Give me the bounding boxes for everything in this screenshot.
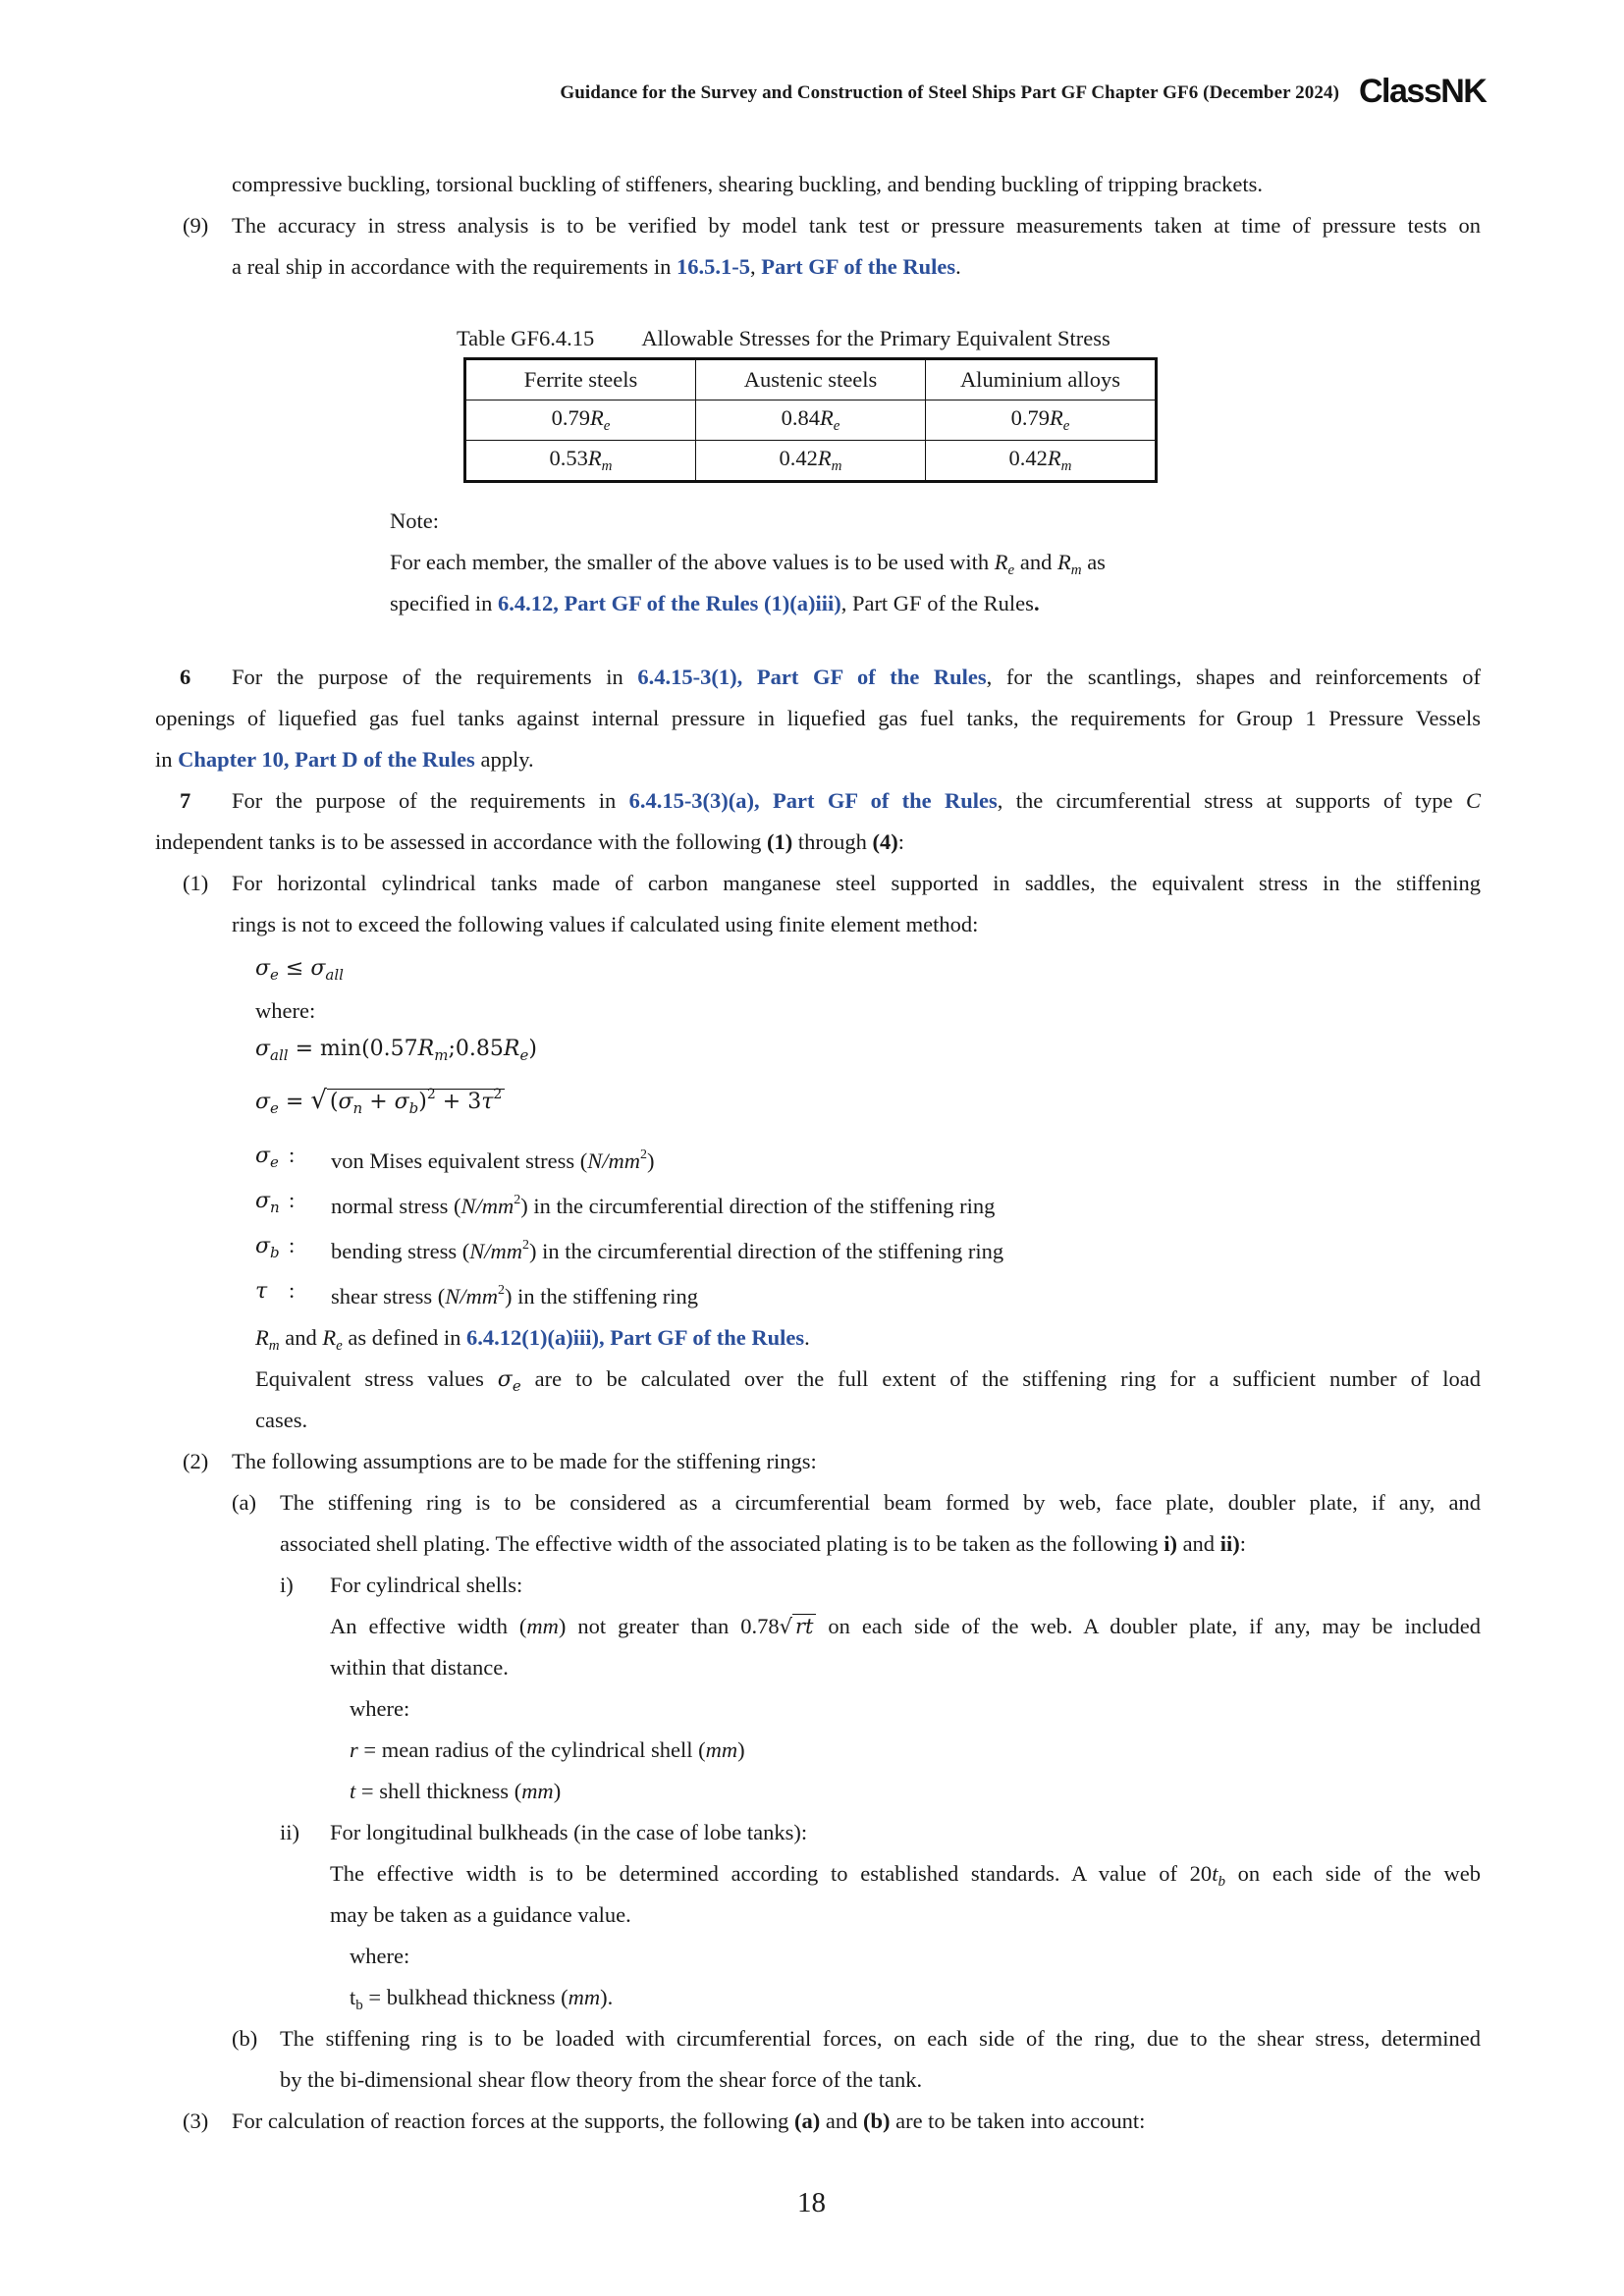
rule-link[interactable]: Part GF of the Rules — [756, 665, 987, 689]
paragraph-line: The stiffening ring is to be loaded with circumferential forces, on each side of the ring, due to the shear stress, determined — [280, 2026, 1481, 2051]
item-number: (a) — [232, 1490, 256, 1515]
paragraph-line: independent tanks is to be assessed in accordance with the following (1) through (4): — [155, 829, 904, 854]
note-line: For each member, the smaller of the above values is to be used with $R_e$ and $R_m$ as — [390, 550, 1106, 578]
paragraph-line: $R_m$ and $R_e$ as defined in 6.4.12(1)(a)iii), Part GF of the Rules. — [255, 1325, 810, 1354]
item-number: (3) — [183, 2109, 209, 2133]
table-cell: $0.79R_e$ — [926, 400, 1157, 441]
paragraph-line: For cylindrical shells: — [330, 1573, 523, 1597]
table-cell: $0.53R_m$ — [465, 441, 696, 482]
table-row — [465, 400, 1157, 441]
rule-link[interactable]: Chapter 10, Part D of the Rules — [178, 747, 475, 772]
rule-link[interactable]: 6.4.12(1)(a)iii) — [465, 1325, 599, 1350]
item-number: (9) — [183, 213, 209, 238]
text: . — [955, 254, 961, 279]
note-line: specified in 6.4.12, Part GF of the Rules (1)(a)iii), Part GF of the Rules. — [390, 591, 1040, 615]
table-header-cell: Aluminium alloys — [926, 359, 1157, 400]
definition-row: $\sigma_e$ : von Mises equivalent stress $(N/mm^2)$ — [255, 1143, 655, 1173]
formula-sigma-all: $\sigma_{all}$ = $\min(0.57R_m;0.85R_e)$ — [255, 1037, 537, 1064]
table-caption-title: Allowable Stresses for the Primary Equivalent Stress — [641, 326, 1110, 350]
paragraph-number: 7 — [180, 788, 191, 813]
paragraph-line — [232, 246, 961, 288]
paragraph-line: The stiffening ring is to be considered as a circumferential beam formed by web, face plate, doubler plate, if any, and — [280, 1490, 1481, 1515]
page-header: Guidance for the Survey and Construction of Steel Ships Part GF Chapter GF6 (December 2024) — [560, 82, 1339, 103]
definition-row: τ : shear stress $(N/mm^2)$ in the stiffening ring — [255, 1278, 699, 1308]
variable-definition: t = shell thickness (mm) — [350, 1779, 562, 1803]
table-cell: $0.79R_e$ — [465, 400, 696, 441]
rule-link[interactable]: 6.4.15-3(3)(a) — [628, 788, 755, 813]
table-cell: $0.84R_e$ — [696, 400, 926, 441]
paragraph-line: The accuracy in stress analysis is to be verified by model tank test or pressure measurements taken at time of pressure tests on — [232, 213, 1481, 238]
classnk-logo: ClassNK — [1359, 73, 1487, 110]
page-number: 18 — [797, 2187, 826, 2218]
text: a real ship in accordance with the requirements in — [232, 254, 677, 279]
item-number: (2) — [183, 1449, 209, 1473]
rule-link[interactable]: Part GF of the Rules — [761, 254, 956, 279]
paragraph-line: The following assumptions are to be made for the stiffening rings: — [232, 1449, 817, 1473]
allowable-stress-table — [463, 357, 1158, 483]
paragraph-line: For calculation of reaction forces at the supports, the following (a) and (b) are to be taken into account: — [232, 2109, 1146, 2133]
paragraph-line: openings of liquefied gas fuel tanks against internal pressure in liquefied gas fuel tanks, the requirements for Group 1 Pressure Vessels — [155, 706, 1481, 730]
formula-sigma-limit: $\sigma_e \le \sigma_{all}$ — [255, 956, 344, 984]
table-caption-number: Table GF6.4.15 — [457, 326, 595, 350]
paragraph-line: For the purpose of the requirements in 6.4.15-3(3)(a), Part GF of the Rules, the circumferential stress at supports of type C — [232, 788, 1481, 813]
item-number: i) — [280, 1573, 294, 1597]
item-number: ii) — [280, 1820, 299, 1844]
rule-link[interactable]: Part GF of the Rules — [773, 788, 998, 813]
rule-link[interactable]: Part GF of the Rules — [610, 1325, 805, 1350]
paragraph-line: by the bi-dimensional shear flow theory from the shear force of the tank. — [280, 2067, 923, 2092]
paragraph-line: in Chapter 10, Part D of the Rules apply. — [155, 747, 534, 772]
where-label: where: — [350, 1696, 410, 1721]
text: , — [749, 254, 762, 279]
item-number: (b) — [232, 2026, 258, 2051]
table-cell: $0.42R_m$ — [926, 441, 1157, 482]
rule-link[interactable]: 6.4.12, Part GF of the Rules (1)(a)iii) — [497, 591, 841, 615]
variable-definition: r = mean radius of the cylindrical shell (mm) — [350, 1737, 745, 1762]
item-number: (1) — [183, 871, 209, 895]
variable-definition: $t_b$ = bulkhead thickness (mm). — [350, 1985, 614, 2013]
paragraph-line: rings is not to exceed the following values if calculated using finite element method: — [232, 912, 979, 936]
rule-link[interactable]: 6.4.15-3(1) — [637, 665, 737, 689]
paragraph-number: 6 — [180, 665, 191, 689]
table-header-row — [465, 359, 1157, 400]
paragraph-line: associated shell plating. The effective width of the associated plating is to be taken as the following i) and ii): — [280, 1531, 1246, 1556]
table-caption — [457, 326, 1110, 351]
paragraph-line: cases. — [255, 1408, 308, 1432]
paragraph-line: may be taken as a guidance value. — [330, 1902, 631, 1927]
table-row — [465, 441, 1157, 482]
paragraph-line: compressive buckling, torsional buckling of stiffeners, shearing buckling, and bending buckling of tripping brackets. — [232, 172, 1263, 196]
paragraph-line: The effective width is to be determined according to established standards. A value of $20t_b$ on each side of the web — [330, 1861, 1481, 1890]
paragraph-line: within that distance. — [330, 1655, 509, 1680]
paragraph-line: For horizontal cylindrical tanks made of carbon manganese steel supported in saddles, the equivalent stress in the stiffening — [232, 871, 1481, 895]
formula-sigma-e: $\sigma_e$ = √ $(\sigma_n + \sigma_b)^2 + 3\tau^2$ — [255, 1086, 505, 1117]
where-label: where: — [350, 1944, 410, 1968]
paragraph-line: An effective width (mm) not greater than 0.78√ rt on each side of the web. A doubler plate, if any, may be included — [330, 1614, 1481, 1638]
where-label: where: — [255, 998, 316, 1023]
paragraph-line: For longitudinal bulkheads (in the case of lobe tanks): — [330, 1820, 808, 1844]
definition-row: $\sigma_b$ : bending stress $(N/mm^2)$ in the circumferential direction of the stiffening ring — [255, 1233, 1004, 1263]
table-header-cell: Austenic steels — [696, 359, 926, 400]
paragraph-line: For the purpose of the requirements in 6.4.15-3(1), Part GF of the Rules, for the scantlings, shapes and reinforcements of — [232, 665, 1482, 689]
definition-row: $\sigma_n$ : normal stress $(N/mm^2)$ in the circumferential direction of the stiffening ring — [255, 1188, 996, 1218]
note-label: Note: — [390, 508, 439, 533]
table-header-cell: Ferrite steels — [465, 359, 696, 400]
table-cell: $0.42R_m$ — [696, 441, 926, 482]
paragraph-line: Equivalent stress values $\sigma_e$ are to be calculated over the full extent of the stiffening ring for a sufficient number of load — [255, 1366, 1482, 1395]
rule-link[interactable]: 16.5.1-5 — [676, 254, 750, 279]
